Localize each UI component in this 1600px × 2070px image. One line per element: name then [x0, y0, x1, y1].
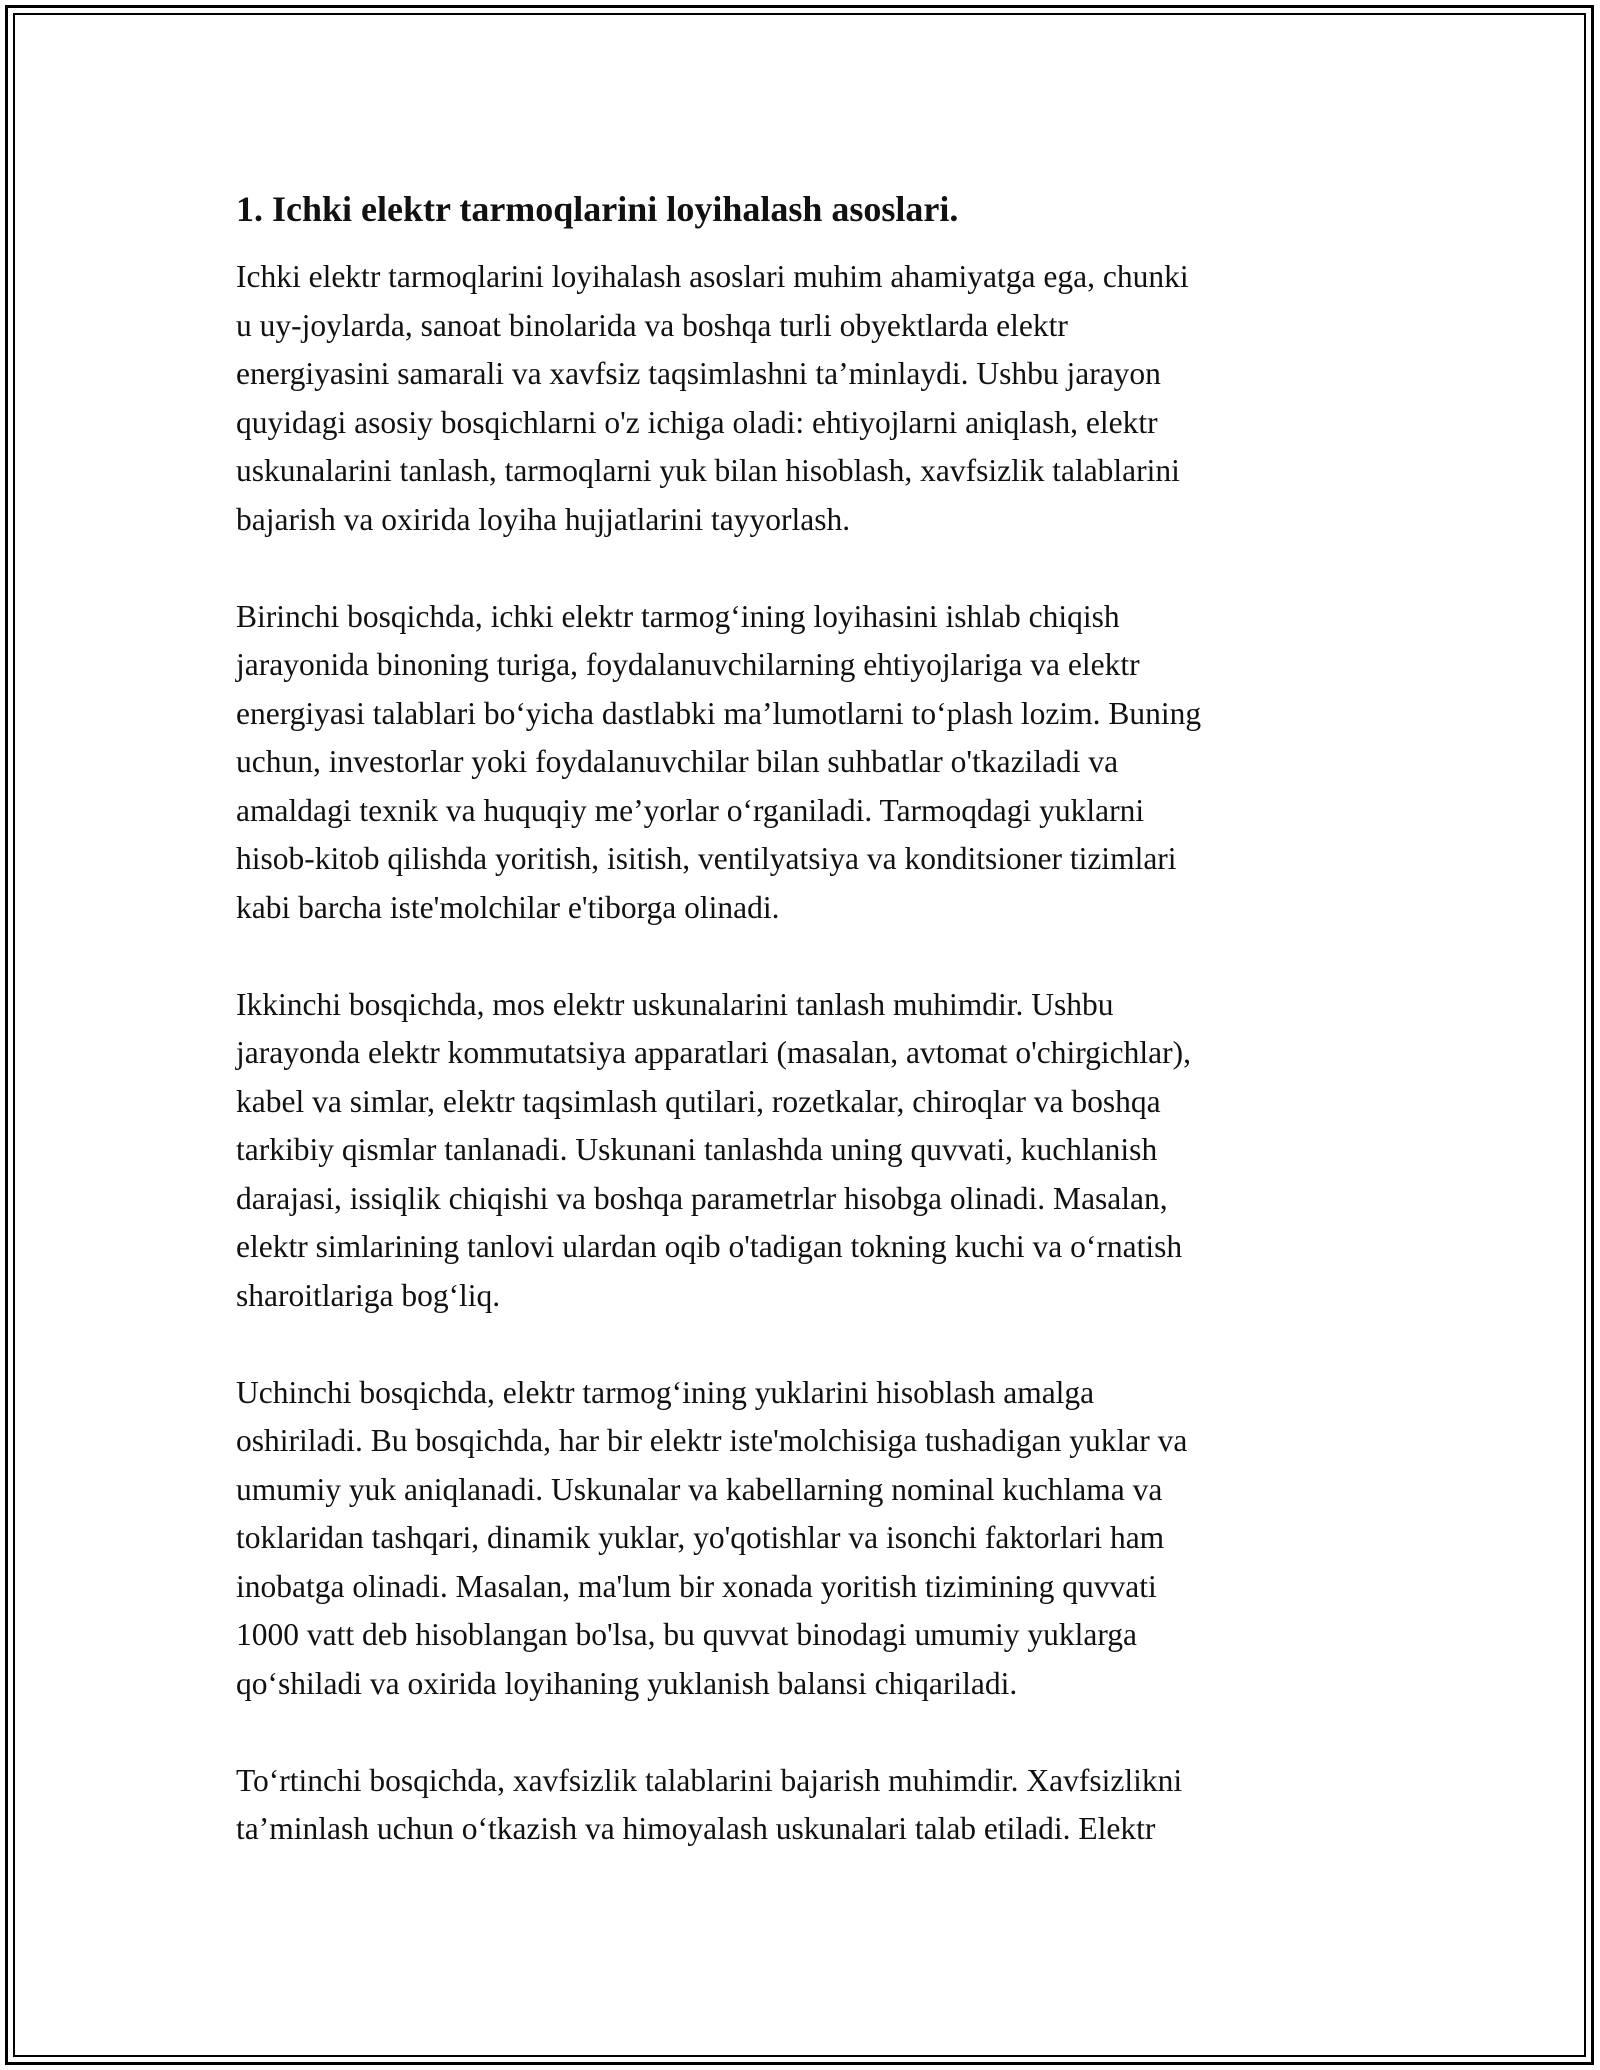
text-line: tarkibiy qismlar tanlanadi. Uskunani tanlashda uning quvvati, kuchlanish: [236, 1132, 1158, 1167]
document-body: [236, 185, 1366, 1902]
section-heading: 1. Ichki elektr tarmoqlarini loyihalash asoslari.: [236, 189, 959, 229]
text-line: amaldagi texnik va huquqiy me’yorlar o‘rganiladi. Tarmoqdagi yuklarni: [236, 792, 1145, 828]
text-line: ta’minlash uchun o‘tkazish va himoyalash uskunalari talab etiladi. Elektr: [236, 1811, 1156, 1846]
text-line: To‘rtinchi bosqichda, xavfsizlik talablarini bajarish muhimdir. Xavfsizlikni: [236, 1762, 1183, 1798]
text-line: bajarish va oxirida loyiha hujjatlarini tayyorlash.: [236, 501, 851, 537]
text-line: uskunalarini tanlash, tarmoqlarni yuk bilan hisoblash, xavfsizlik talablarini: [236, 453, 1180, 488]
paragraph-stage-3: [236, 1369, 1366, 1709]
text-line: energiyasi talablari bo‘yicha dastlabki ma’lumotlarni to‘plash lozim. Buning: [236, 695, 1202, 731]
text-line: hisob-kitob qilishda yoritish, isitish, ventilyatsiya va konditsioner tizimlari: [236, 841, 1177, 876]
text-line: Birinchi bosqichda, ichki elektr tarmog‘ining loyihasini ishlab chiqish: [236, 598, 1120, 634]
text-line: umumiy yuk aniqlanadi. Uskunalar va kabellarning nominal kuchlama va: [236, 1471, 1163, 1507]
text-line: Uchinchi bosqichda, elektr tarmog‘ining yuklarini hisoblash amalga: [236, 1374, 1095, 1410]
text-line: inobatga olinadi. Masalan, ma'lum bir xonada yoritish tizimining quvvati: [236, 1568, 1157, 1604]
paragraph-intro: [236, 253, 1366, 544]
text-line: energiyasini samarali va xavfsiz taqsimlashni ta’minlaydi. Ushbu jarayon: [236, 356, 1161, 391]
text-line: sharoitlariga bog‘liq.: [236, 1277, 501, 1313]
text-line: quyidagi asosiy bosqichlarni o'z ichiga oladi: ehtiyojlarni aniqlash, elektr: [236, 404, 1158, 440]
paragraph-stage-4: [236, 1757, 1366, 1854]
text-line: 1000 vatt deb hisoblangan bo'lsa, bu quvvat binodagi umumiy yuklarga: [236, 1617, 1137, 1652]
text-line: uchun, investorlar yoki foydalanuvchilar bilan suhbatlar o'tkaziladi va: [236, 744, 1119, 779]
text-line: Ichki elektr tarmoqlarini loyihalash asoslari muhim ahamiyatga ega, chunki: [236, 259, 1189, 294]
text-line: darajasi, issiqlik chiqishi va boshqa parametrlar hisobga olinadi. Masalan,: [236, 1180, 1168, 1216]
paragraph-stage-1: [236, 593, 1366, 933]
text-line: jarayonda elektr kommutatsiya apparatlari (masalan, avtomat o'chirgichlar),: [236, 1035, 1191, 1070]
text-line: qo‘shiladi va oxirida loyihaning yuklanish balansi chiqariladi.: [236, 1665, 1018, 1701]
text-line: oshiriladi. Bu bosqichda, har bir elektr iste'molchisiga tushadigan yuklar va: [236, 1423, 1188, 1458]
text-line: elektr simlarining tanlovi ulardan oqib o'tadigan tokning kuchi va o‘rnatish: [236, 1229, 1183, 1264]
text-line: jarayonida binoning turiga, foydalanuvchilarning ehtiyojlariga va elektr: [236, 647, 1140, 682]
paragraph-stage-2: [236, 981, 1366, 1321]
text-line: toklaridan tashqari, dinamik yuklar, yo'qotishlar va isonchi faktorlari ham: [236, 1520, 1165, 1555]
text-line: Ikkinchi bosqichda, mos elektr uskunalarini tanlash muhimdir. Ushbu: [236, 986, 1114, 1022]
text-line: kabi barcha iste'molchilar e'tiborga olinadi.: [236, 889, 780, 925]
text-line: kabel va simlar, elektr taqsimlash qutilari, rozetkalar, chiroqlar va boshqa: [236, 1083, 1161, 1119]
text-line: u uy-joylarda, sanoat binolarida va boshqa turli obyektlarda elektr: [236, 307, 1068, 343]
